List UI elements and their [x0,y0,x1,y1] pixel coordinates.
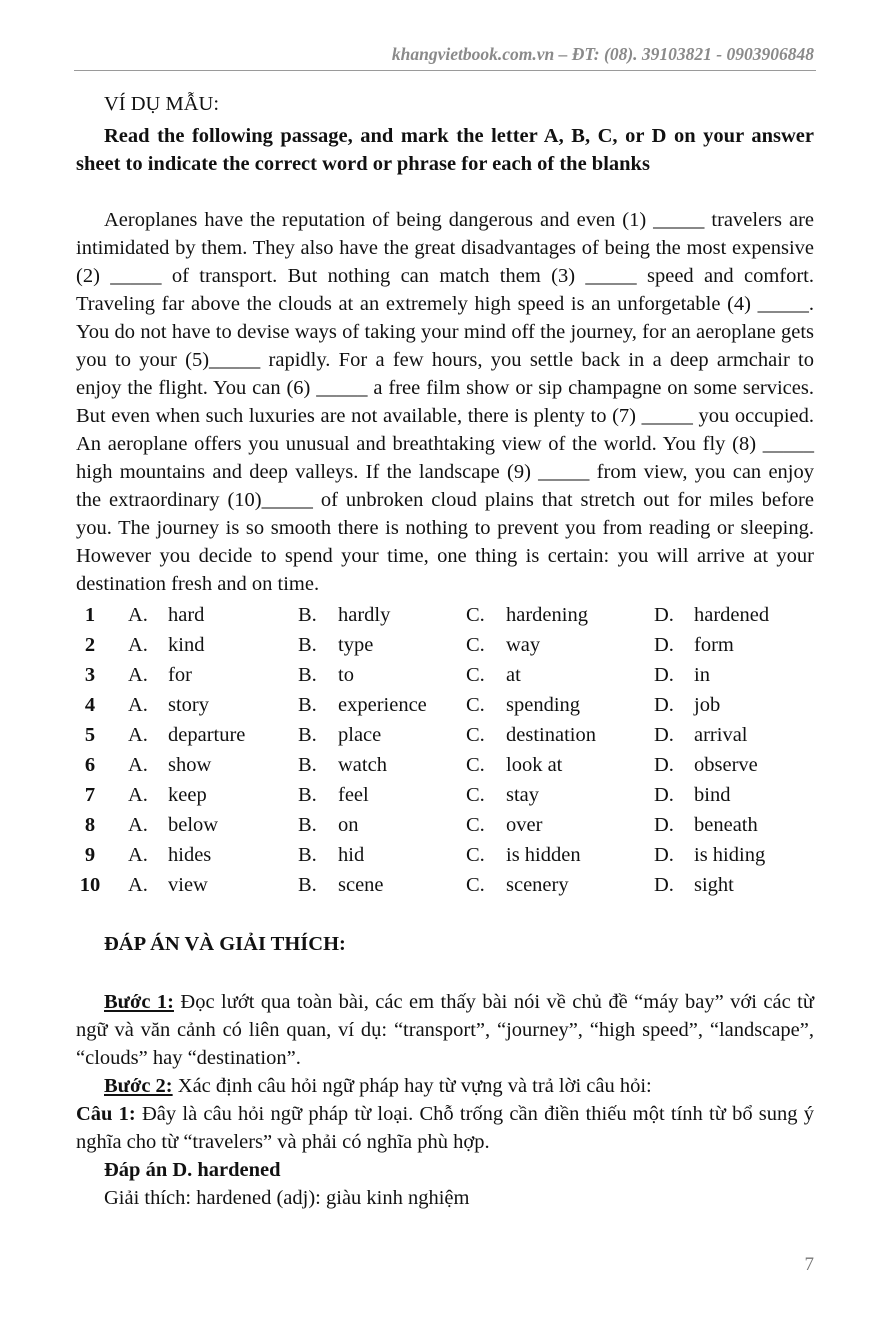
question-number-cell [76,630,128,660]
option-a: for [168,664,192,686]
option-c: stay [506,784,540,806]
option-c: at [506,664,521,686]
option-c: look at [506,754,563,776]
option-b: place [338,724,382,746]
option-b: type [338,634,374,656]
letter-a: A. [128,634,148,656]
letter-d: D. [654,844,674,866]
page-content [76,90,814,1212]
step-2 [76,1072,814,1100]
question-number-cell [76,750,128,780]
letter-c: C. [466,634,485,656]
option-d: in [694,664,710,686]
letter-a: A. [128,874,148,896]
letter-c: C. [466,694,485,716]
letter-a: A. [128,694,148,716]
letter-c: C. [466,784,485,806]
option-d: bind [694,784,731,806]
answer-1: Đáp án D. hardened [104,1159,281,1181]
option-b: hid [338,844,365,866]
option-a: kind [168,634,205,656]
option-d: sight [694,874,734,896]
letter-d: D. [654,784,674,806]
option-b: on [338,814,359,836]
question-number-cell [76,660,128,690]
option-row [76,630,814,660]
letter-a: A. [128,724,148,746]
letter-a: A. [128,754,148,776]
page-number: 7 [804,1254,814,1275]
letter-b: B. [298,664,317,686]
question-number: 3 [84,664,96,686]
option-c: destination [506,724,596,746]
option-row [76,690,814,720]
option-c: spending [506,694,581,716]
page-header: khangvietbook.com.vn – ĐT: (08). 39103821 - 0903906848 [391,44,814,64]
option-b: to [338,664,354,686]
letter-b: B. [298,844,317,866]
letter-d: D. [654,604,674,626]
option-d: arrival [694,724,748,746]
question-number-cell [76,690,128,720]
option-a: hides [168,844,212,866]
option-a: hard [168,604,205,626]
question-number-cell [76,840,128,870]
option-d: is hiding [694,844,766,866]
letter-b: B. [298,634,317,656]
letter-b: B. [298,724,317,746]
letter-a: A. [128,604,148,626]
question-number-cell [76,780,128,810]
option-a: keep [168,784,207,806]
question-number-cell [76,810,128,840]
letter-c: C. [466,604,485,626]
option-a: below [168,814,219,836]
option-row [76,870,814,900]
option-a: story [168,694,209,716]
option-a: view [168,874,208,896]
letter-b: B. [298,754,317,776]
option-c: is hidden [506,844,581,866]
question-number: 2 [84,634,96,656]
passage: Aeroplanes have the reputation of being dangerous and even (1) _____ travelers are intimidated by them. They also have the great disadvantages of being the most expensive (2) _____ of transport. But nothing can match them (3) _____ speed and comfort. Traveling far above the clouds at an extremely high speed is an unforgetable (4) _____. You do not have to devise ways of taking your mind off the journey, for an aeroplane gets you to your (5)_____ rapidly. For a few hours, you settle back in a deep armchair to enjoy the flight. You can (6) _____ a free film show or sip champagne on some services. But even when such luxuries are not available, there is plenty to (7) _____ you occupied. An aeroplane offers you unusual and breathtaking view of the world. You fly (8) _____ high mountains and deep valleys. If the landscape (9) _____ from view, you can enjoy the extraordinary (10)_____ of unbroken cloud plains that stretch out for miles before you. The journey is so smooth there is nothing to prevent you from reading or sleeping. However you decide to spend your time, one thing is certain: you will arrive at your destination fresh and on time. [76,209,814,595]
letter-c: C. [466,874,485,896]
step-1-label: Bước 1: [104,991,174,1013]
letter-b: B. [298,784,317,806]
question-number-cell [76,720,128,750]
options-table [76,600,814,900]
option-a: departure [168,724,246,746]
option-row [76,660,814,690]
option-d: beneath [694,814,758,836]
letter-a: A. [128,844,148,866]
option-c: hardening [506,604,588,626]
letter-b: B. [298,814,317,836]
letter-d: D. [654,814,674,836]
letter-d: D. [654,694,674,716]
letter-c: C. [466,724,485,746]
option-row [76,780,814,810]
option-c: way [506,634,541,656]
letter-d: D. [654,874,674,896]
option-row [76,720,814,750]
option-b: watch [338,754,387,776]
option-row [76,600,814,630]
letter-c: C. [466,814,485,836]
letter-d: D. [654,724,674,746]
letter-c: C. [466,844,485,866]
explanation-1: Giải thích: hardened (adj): giàu kinh nghiệm [104,1187,470,1209]
step-1-text: Đọc lướt qua toàn bài, các em thấy bài nói về chủ đề “máy bay” với các từ ngữ và văn cảnh có liên quan, ví dụ: “transport”, “journey”, “high speed”, “landscape”, “clouds” hay “destination”. [76,991,814,1069]
letter-c: C. [466,754,485,776]
option-row [76,750,814,780]
question-1-label: Câu 1: [76,1103,136,1125]
letter-b: B. [298,874,317,896]
question-number: 7 [84,784,96,806]
letter-b: B. [298,604,317,626]
question-1-text: Đây là câu hỏi ngữ pháp từ loại. Chỗ trống cần điền thiếu một tính từ bổ sung ý nghĩa cho từ “travelers” và phải có nghĩa phù hợp. [76,1103,814,1153]
option-b: experience [338,694,427,716]
question-1-explanation [76,1100,814,1156]
header-rule [74,70,816,71]
letter-d: D. [654,754,674,776]
option-d: observe [694,754,758,776]
letter-b: B. [298,694,317,716]
option-d: job [694,694,721,716]
option-row [76,810,814,840]
sample-title: VÍ DỤ MẪU: [104,93,220,115]
letter-d: D. [654,664,674,686]
question-number: 6 [84,754,96,776]
instruction: Read the following passage, and mark the letter A, B, C, or D on your answer sheet to indicate the correct word or phrase for each of the blanks [76,125,814,175]
question-number: 8 [84,814,96,836]
option-b: feel [338,784,369,806]
option-row [76,840,814,870]
question-number-cell [76,600,128,630]
option-d: hardened [694,604,770,626]
option-a: show [168,754,212,776]
letter-a: A. [128,814,148,836]
letter-a: A. [128,664,148,686]
letter-a: A. [128,784,148,806]
question-number: 9 [84,844,96,866]
question-number: 10 [79,874,101,896]
letter-d: D. [654,634,674,656]
question-number-cell [76,870,128,900]
step-2-label: Bước 2: [104,1075,173,1097]
answers-title: ĐÁP ÁN VÀ GIẢI THÍCH: [104,933,346,955]
option-b: hardly [338,604,391,626]
question-number: 4 [84,694,96,716]
question-number: 1 [84,604,96,626]
option-c: scenery [506,874,569,896]
question-number: 5 [84,724,96,746]
step-2-text: Xác định câu hỏi ngữ pháp hay từ vựng và trả lời câu hỏi: [172,1075,652,1097]
step-1 [76,988,814,1072]
letter-c: C. [466,664,485,686]
option-d: form [694,634,734,656]
option-b: scene [338,874,384,896]
option-c: over [506,814,543,836]
